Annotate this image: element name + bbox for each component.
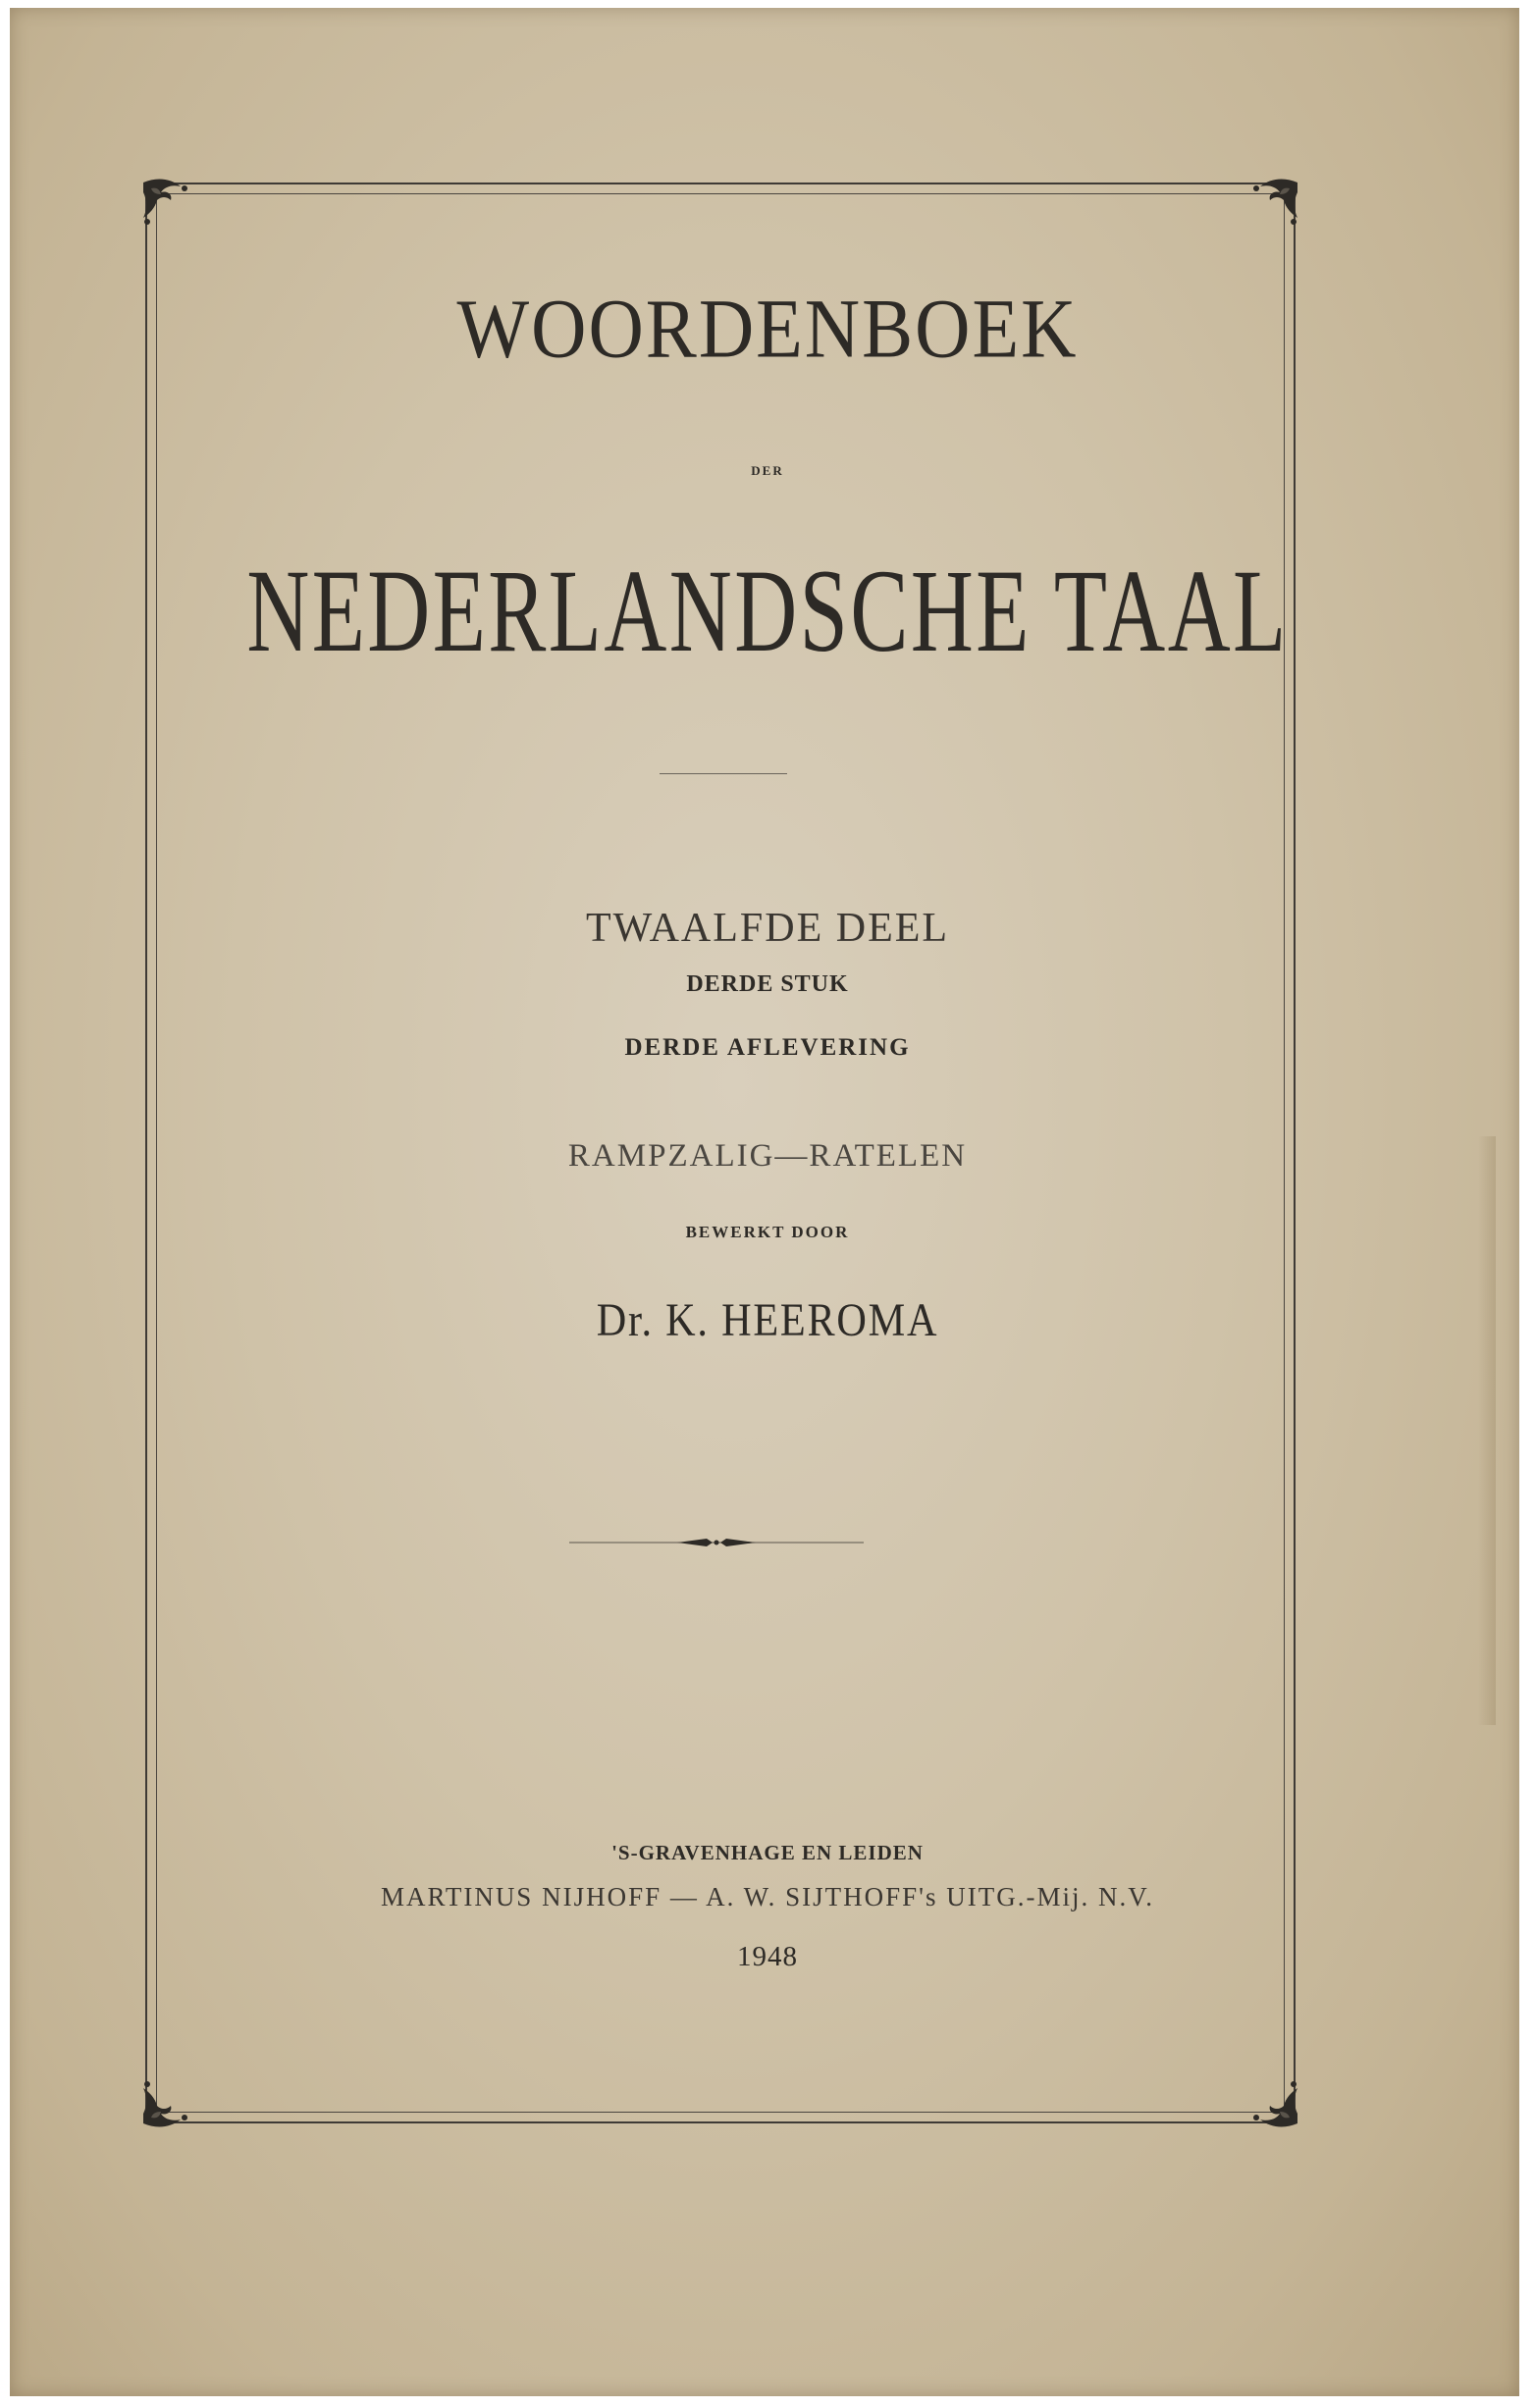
publication-place: 'S-GRAVENHAGE EN LEIDEN — [611, 1841, 924, 1864]
divider-rule — [660, 773, 787, 774]
corner-ornament-icon — [137, 2072, 216, 2131]
volume-label: TWAALFDE DEEL — [585, 906, 950, 951]
corner-ornament-icon — [137, 175, 216, 234]
publisher: MARTINUS NIJHOFF — A. W. SIJTHOFF's UITG.-Mij. N.V. — [380, 1882, 1155, 1911]
corner-ornament-icon — [1225, 175, 1303, 234]
publication-year: 1948 — [737, 1941, 798, 1972]
part-label: DERDE STUK — [686, 971, 849, 997]
arrow-divider-icon — [569, 1533, 864, 1552]
word-range: RAMPZALIG—RATELEN — [567, 1138, 968, 1174]
corner-ornament-icon — [1225, 2072, 1303, 2131]
edited-by-label: BEWERKT DOOR — [685, 1223, 850, 1241]
title-connector: DER — [751, 463, 784, 478]
title-line-2: NEDERLANDSCHE TAAL — [246, 546, 1289, 678]
author — [92, 1293, 1443, 1347]
installment-label: DERDE AFLEVERING — [624, 1034, 911, 1061]
author-name: K. HEEROMA — [665, 1294, 939, 1346]
author-prefix: Dr. — [596, 1294, 654, 1346]
title-line-1: WOORDENBOEK — [456, 281, 1079, 376]
